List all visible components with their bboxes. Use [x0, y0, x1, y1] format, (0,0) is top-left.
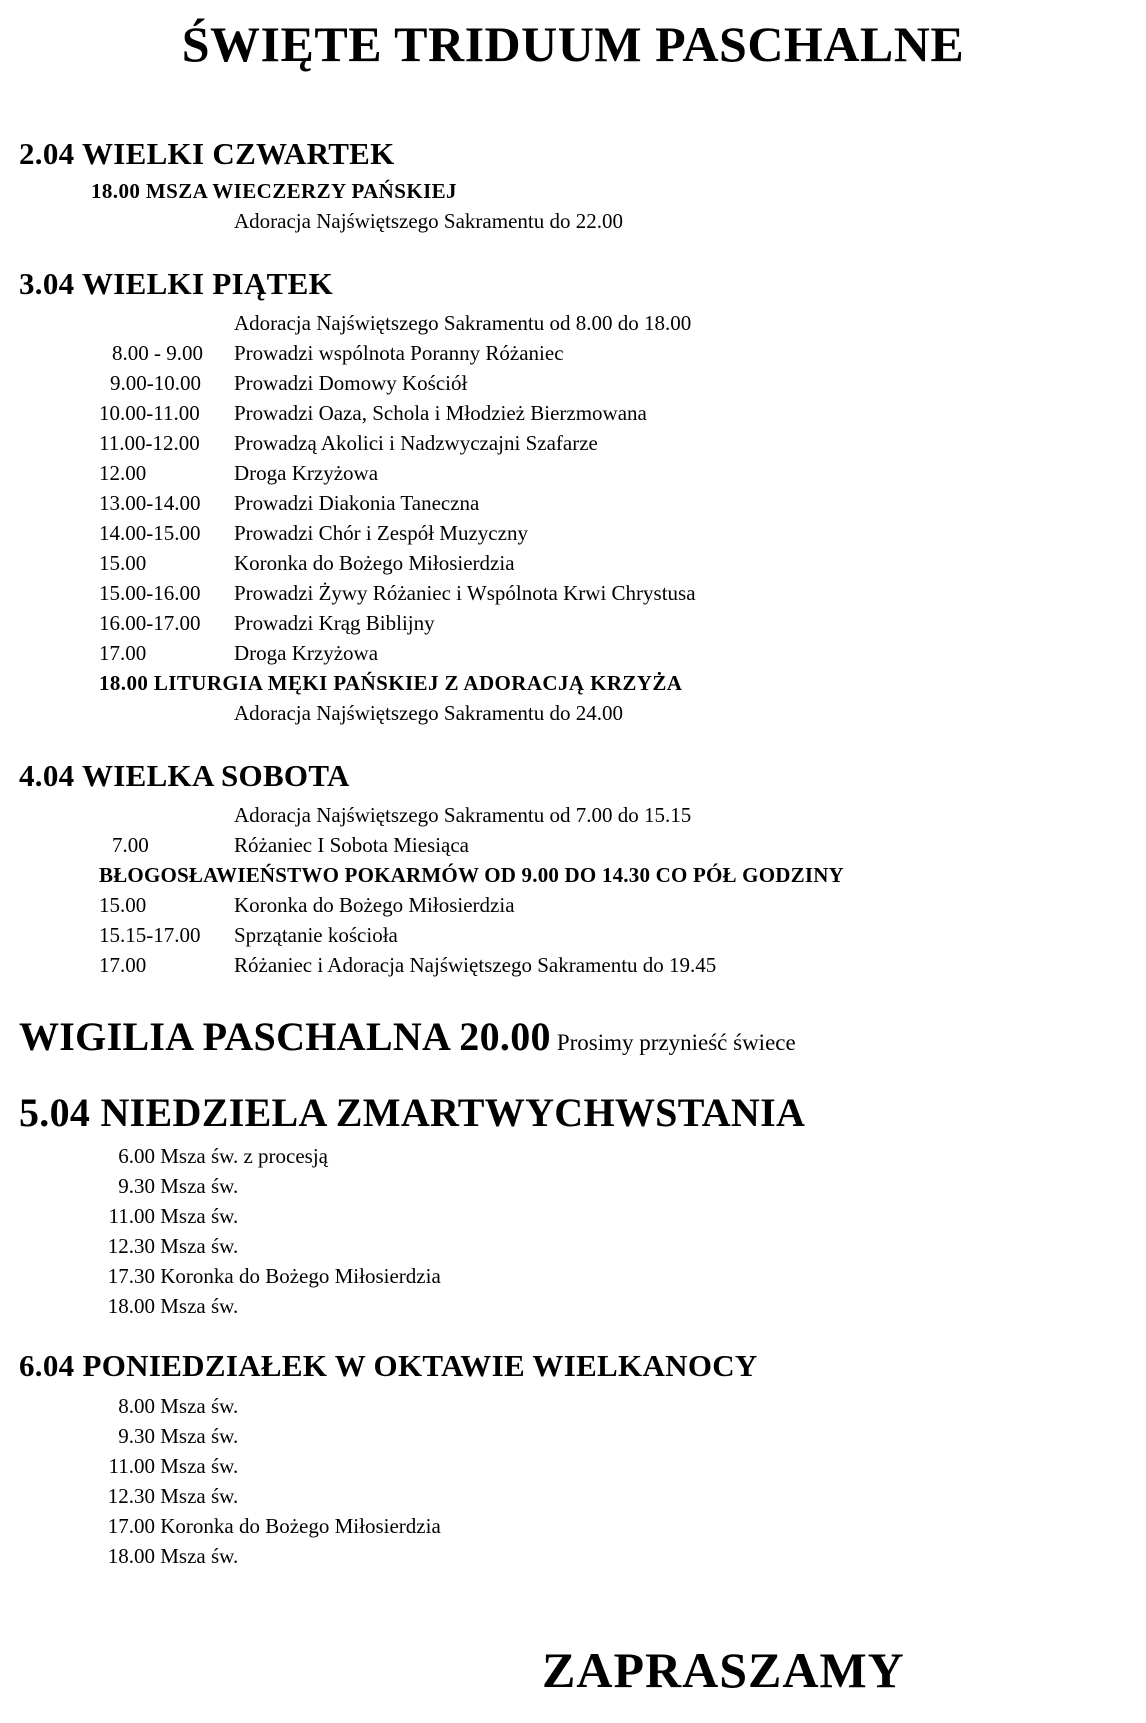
- row-desc: Koronka do Bożego Miłosierdzia: [234, 551, 515, 575]
- day-heading-thursday: 2.04 WIELKI CZWARTEK: [19, 136, 395, 171]
- row-time: 15.00: [99, 551, 147, 575]
- row-time: 7.00: [112, 833, 149, 857]
- row-time: 12.30: [107, 1234, 155, 1258]
- row-desc: Msza św.: [160, 1544, 239, 1568]
- row-time: 11.00: [108, 1454, 155, 1478]
- row-time: 9.30: [118, 1424, 155, 1448]
- row-time: 18.00: [107, 1294, 155, 1318]
- row-desc: Msza św.: [160, 1394, 239, 1418]
- schedule-row: [90, 1452, 238, 1480]
- row-time: 8.00 - 9.00: [112, 341, 203, 365]
- saturday-adoration-intro: Adoracja Najświętszego Sakramentu od 7.00 do 15.15: [234, 803, 692, 827]
- schedule-row: [90, 1482, 238, 1510]
- page-title: ŚWIĘTE TRIDUUM PASCHALNE: [181, 16, 965, 72]
- row-time: 11.00: [108, 1204, 155, 1228]
- row-desc: Koronka do Bożego Miłosierdzia: [234, 893, 515, 917]
- row-desc: Msza św.: [160, 1294, 239, 1318]
- row-desc: Prowadzi Oaza, Schola i Młodzież Bierzmowana: [234, 401, 647, 425]
- row-desc: Różaniec i Adoracja Najświętszego Sakramentu do 19.45: [234, 953, 717, 977]
- schedule-row: [90, 1542, 238, 1570]
- schedule-row: [90, 1232, 238, 1260]
- row-time: 18.00: [107, 1544, 155, 1568]
- row-desc: Prowadzi Krąg Biblijny: [234, 611, 435, 635]
- vigil-heading: WIGILIA PASCHALNA 20.00: [19, 1014, 551, 1059]
- row-desc: Prowadzi wspólnota Poranny Różaniec: [234, 341, 564, 365]
- friday-adoration-end: Adoracja Najświętszego Sakramentu do 24.00: [234, 701, 623, 725]
- row-time: 13.00-14.00: [99, 491, 201, 515]
- row-desc: Msza św. z procesją: [160, 1144, 328, 1168]
- row-desc: Msza św.: [160, 1424, 239, 1448]
- row-time: 12.30: [107, 1484, 155, 1508]
- row-time: 15.15-17.00: [99, 923, 201, 947]
- vigil-line: [19, 1012, 796, 1062]
- row-time: 15.00-16.00: [99, 581, 201, 605]
- schedule-row: [90, 1262, 441, 1290]
- row-desc: Msza św.: [160, 1204, 239, 1228]
- vigil-note: Prosimy przynieść świece: [556, 1030, 796, 1055]
- schedule-row: [90, 1172, 238, 1200]
- row-desc: Msza św.: [160, 1174, 239, 1198]
- row-desc: Prowadzi Diakonia Taneczna: [234, 491, 480, 515]
- row-desc: Prowadzi Żywy Różaniec i Wspólnota Krwi Chrystusa: [234, 581, 696, 605]
- row-time: 14.00-15.00: [99, 521, 201, 545]
- row-desc: Różaniec I Sobota Miesiąca: [234, 833, 469, 857]
- row-time: 17.00: [107, 1514, 155, 1538]
- row-time: 10.00-11.00: [99, 401, 200, 425]
- day-heading-monday: 6.04 PONIEDZIAŁEK W OKTAWIE WIELKANOCY: [19, 1348, 758, 1383]
- row-time: 6.00: [118, 1144, 155, 1168]
- row-time: 9.00-10.00: [110, 371, 201, 395]
- row-time: 17.30: [107, 1264, 155, 1288]
- day-heading-saturday: 4.04 WIELKA SOBOTA: [19, 758, 350, 793]
- row-time: 8.00: [118, 1394, 155, 1418]
- schedule-row: [90, 1292, 238, 1320]
- row-time: 17.00: [99, 953, 147, 977]
- schedule-row: [90, 1142, 328, 1170]
- schedule-row: [90, 1422, 238, 1450]
- schedule-row: [90, 1202, 238, 1230]
- row-desc: Msza św.: [160, 1454, 239, 1478]
- row-desc: Droga Krzyżowa: [234, 641, 379, 665]
- friday-liturgy: 18.00 LITURGIA MĘKI PAŃSKIEJ Z ADORACJĄ KRZYŻA: [99, 671, 683, 695]
- day-heading-friday: 3.04 WIELKI PIĄTEK: [19, 266, 334, 301]
- thursday-mass: 18.00 MSZA WIECZERZY PAŃSKIEJ: [91, 179, 457, 203]
- row-desc: Prowadzą Akolici i Nadzwyczajni Szafarze: [234, 431, 598, 455]
- day-heading-sunday: 5.04 NIEDZIELA ZMARTWYCHWSTANIA: [19, 1090, 806, 1135]
- row-desc: Prowadzi Chór i Zespół Muzyczny: [234, 521, 528, 545]
- thursday-adoration: Adoracja Najświętszego Sakramentu do 22.00: [234, 209, 623, 233]
- row-time: 16.00-17.00: [99, 611, 201, 635]
- row-desc: Sprzątanie kościoła: [234, 923, 398, 947]
- friday-adoration-intro: Adoracja Najświętszego Sakramentu od 8.00 do 18.00: [234, 311, 692, 335]
- row-desc: Msza św.: [160, 1484, 239, 1508]
- row-desc: Msza św.: [160, 1234, 239, 1258]
- row-desc: Koronka do Bożego Miłosierdzia: [160, 1514, 441, 1538]
- row-time: 11.00-12.00: [99, 431, 200, 455]
- row-time: 12.00: [99, 461, 147, 485]
- closing-invitation: ZAPRASZAMY: [542, 1642, 905, 1698]
- row-desc: Droga Krzyżowa: [234, 461, 379, 485]
- row-desc: Koronka do Bożego Miłosierdzia: [160, 1264, 441, 1288]
- row-time: 17.00: [99, 641, 147, 665]
- schedule-row: [90, 1512, 441, 1540]
- row-time: 9.30: [118, 1174, 155, 1198]
- row-desc: Prowadzi Domowy Kościół: [234, 371, 468, 395]
- saturday-blessing: BŁOGOSŁAWIEŃSTWO POKARMÓW OD 9.00 DO 14.30 CO PÓŁ GODZINY: [99, 863, 844, 887]
- schedule-row: [90, 1392, 238, 1420]
- row-time: 15.00: [99, 893, 147, 917]
